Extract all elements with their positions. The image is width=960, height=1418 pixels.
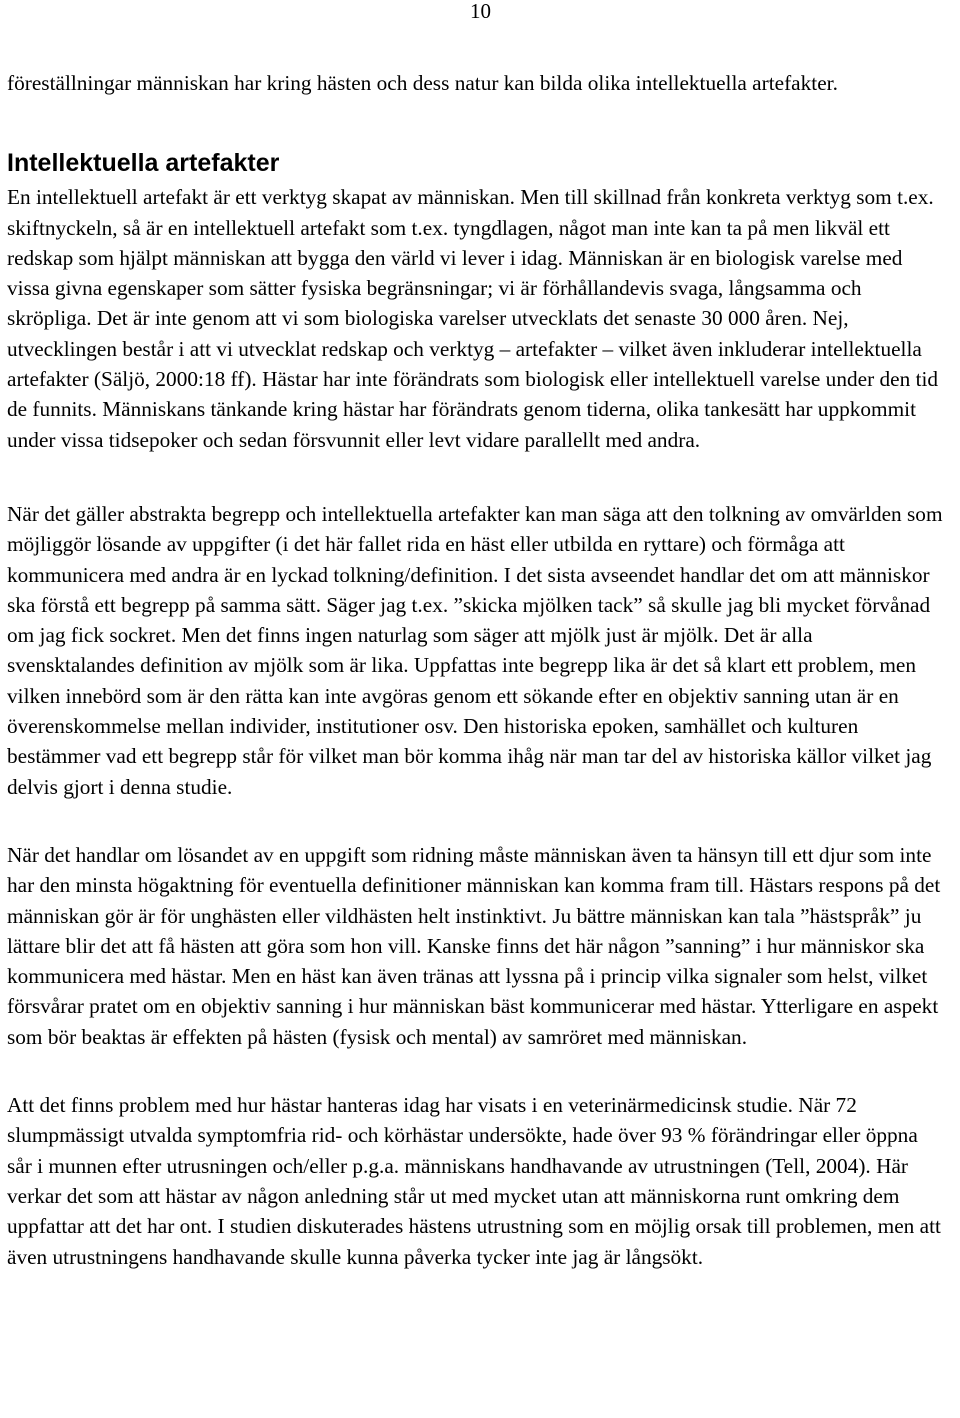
body-paragraph: En intellektuell artefakt är ett verktyg skapat av människan. Men till skillnad från konkreta verktyg som t.ex. skiftnyckeln, så är en intellektuell artefakt som t.ex. tyngdlagen, något man inte kan ta på men likväl ett redskap som hjälpt människan att bygga den värld vi lever i idag. Människan är en biologisk varelse med vissa givna egenskaper som sätter fysiska begränsningar; vi är förhållandevis svaga, långsamma och skröpliga. Det är inte genom att vi som biologiska varelser utvecklats det senaste 30 000 åren. Nej, utvecklingen består i att vi utvecklat redskap och verktyg – artefakter – vilket även inkluderar intellektuella artefakter (Säljö, 2000:18 ff). Hästar har inte förändrats som biologisk eller intellektuell varelse under den tid de funnits. Människans tänkande kring hästar har förändrats genom tiderna, olika tankesätt har uppkommit under vissa tidsepoker och sedan försvunnit eller levt vidare parallellt med andra. xyxy=(7,185,939,452)
intro-paragraph: föreställningar människan har kring hästen och dess natur kan bilda olika intellektuella artefakter. xyxy=(7,71,838,95)
document-body xyxy=(7,68,945,1272)
body-paragraph: När det handlar om lösandet av en uppgift som ridning måste människan även ta hänsyn till ett djur som inte har den minsta högaktning för eventuella definitioner människan kan komma fram till. Hästars respons på det människan gör är för unghästen eller vildhästen helt instinktivt. Ju bättre människan kan tala ”hästspråk” ju lättare blir det att få hästen att göra som hon vill. Kanske finns det här någon ”sanning” i hur människor ska kommunicera med hästar. Men en häst kan även tränas att lyssna på i princip vilka signaler som helst, vilket försvårar pratet om en objektiv sanning i hur människan bäst kommunicerar med hästar. Ytterligare en aspekt som bör beaktas är effekten på hästen (fysisk och mental) av samröret med människan. xyxy=(7,842,941,1049)
section-heading: Intellektuella artefakter xyxy=(7,149,280,178)
page-number: 10 xyxy=(470,0,491,23)
body-paragraph: Att det finns problem med hur hästar hanteras idag har visats i en veterinärmedicinsk studie. När 72 slumpmässigt utvalda symptomfria rid- och körhästar undersökte, hade över 93 % förändringar eller öppna sår i munnen efter utrusningen och/eller p.g.a. människans handhavande av utrustningen (Tell, 2004). Här verkar det som att hästar av någon anledning står ut med mycket utan att människorna runt omkring dem uppfattar att det har ont. I studien diskuterades hästens utrustning som en möjlig orsak till problemen, men att även utrustningens handhavande skulle kunna påverka tycker inte jag är långsökt. xyxy=(7,1093,941,1269)
body-paragraph: När det gäller abstrakta begrepp och intellektuella artefakter kan man säga att den tolkning av omvärlden som möjliggör lösande av uppgifter (i det här fallet rida en häst eller utbilda en ryttare) och förmåga att kommunicera med andra är en lyckad tolkning/definition. I det sista avseendet handlar det om att människor ska förstå ett begrepp på samma sätt. Säger jag t.ex. ”skicka mjölken tack” så skulle jag bli mycket förvånad om jag fick sockret. Men det finns ingen naturlag som säger att mjölk just är mjölk. Det är alla svensktalandes definition av mjölk som är lika. Uppfattas inte begrepp lika är det så klart ett problem, men vilken innebörd som är den rätta kan inte avgöras genom ett sökande efter en objektiv sanning utan är en överenskommelse mellan individer, institutioner osv. Den historiska epoken, samhället och kulturen bestämmer vad ett begrepp står för vilket man bör komma ihåg när man tar del av historiska källor vilket jag delvis gjort i denna studie. xyxy=(7,501,943,799)
